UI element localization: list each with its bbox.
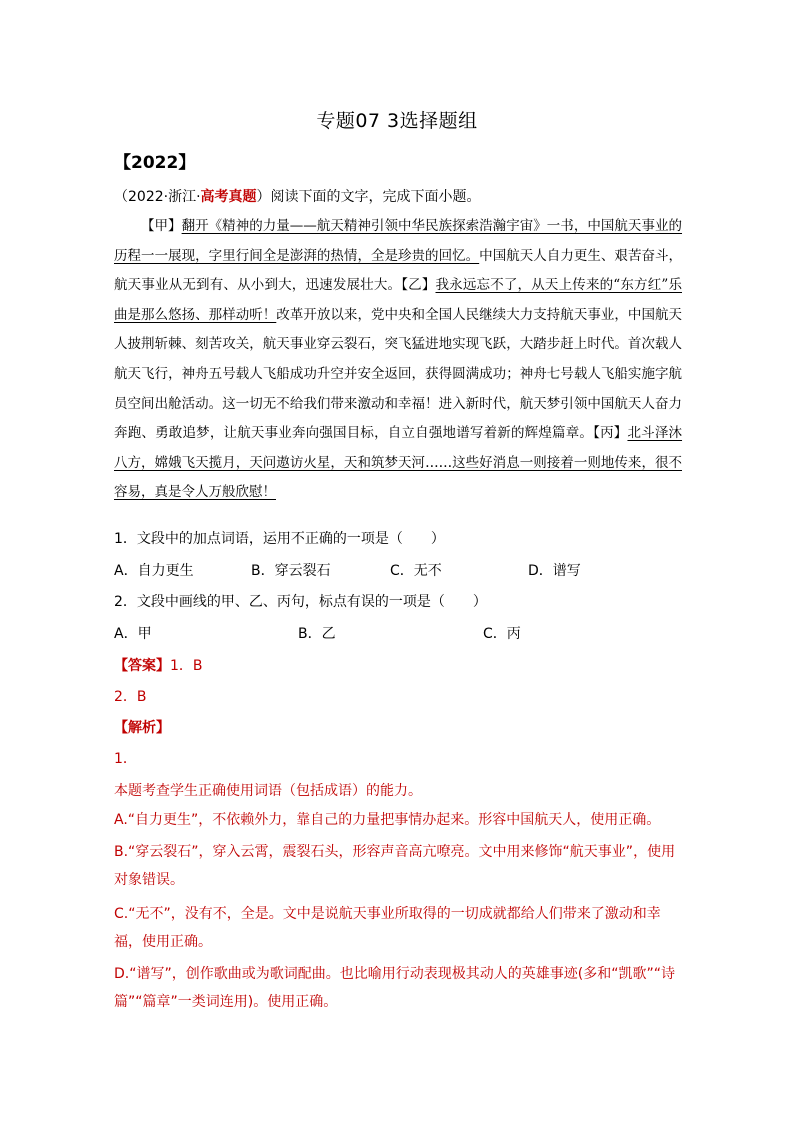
q1-option-a: A．自力更生 [114, 563, 194, 579]
yi-label: 【乙】 [401, 277, 436, 294]
analysis-item-c: C.“无不”，没有不，全是。文中是说航天事业所取得的一切成就都给人们带来了激动和幸福，使用正确。 [114, 906, 661, 950]
bing-label: 【丙】 [593, 425, 628, 442]
passage-middle-1: 中国航天人自力更生、艰苦奋斗，航天事业从无到有、从小到大，迅速发展壮大。 [114, 247, 683, 294]
analysis-item-d: D.“谱写”，创作歌曲或为歌词配曲。也比喻用行动表现极其动人的英雄事迹(多和“凯歌”“诗篇”“篇章”一类词连用)。使用正确。 [114, 966, 675, 1010]
q1-option-d: D．谱写 [528, 563, 581, 579]
passage-middle-2: 改革开放以来，党中央和全国人民继续大力支持航天事业，中国航天人披荆斩棘、刻苦攻关，航天事业穿云裂石，突飞猛进地实现飞跃，大踏步赶上时代。首次载人航天飞行，神舟五号载人飞船成功升空并安全返回，获得圆满成功；神舟七号载人飞船实施字航员空间出舱活动。这一切无不给我们带来激动和幸福！进入新时代，航天梦引领中国航天人奋力奔跑、勇敢追梦，让航天事业奔向强国目标，自立自强地谱写着新的辉煌篇章。 [114, 306, 683, 442]
jia-label: 【甲】 [141, 218, 182, 234]
answer-second: 2．B [114, 689, 147, 705]
intro-prefix: （2022·浙江· [114, 189, 201, 205]
q1-option-c: C．无不 [390, 563, 442, 579]
source-highlight: 高考真题 [200, 189, 257, 205]
underlined-sentence-bing: 北斗泽沐八方，嫦娥飞天揽月，天问遨访火星，天和筑梦天河……这些好消息一则接着一则地传来，很不容易，真是令人万般欣慰！ [114, 425, 683, 501]
reading-passage [114, 212, 682, 508]
analysis-lead: 本题考查学生正确使用词语（包括成语）的能力。 [114, 783, 422, 799]
intro-suffix: ）阅读下面的文字，完成下面小题。 [256, 189, 481, 205]
q2-option-c: C．丙 [483, 626, 521, 642]
q2-option-b: B．乙 [298, 626, 336, 642]
underlined-sentence-yi: 我永远忘不了，从天上传来的“东方红”乐曲是那么悠扬、那样动听！ [114, 277, 682, 323]
year-heading: 【2022】 [114, 153, 196, 173]
answer-label: 【答案】 [114, 658, 170, 674]
q2-option-a: A．甲 [114, 626, 152, 642]
analysis-number: 1． [114, 751, 137, 767]
page-title: 专题07 3选择题组 [316, 110, 478, 132]
analysis-item-a: A.“自力更生”，不依赖外力，靠自己的力量把事情办起来。形容中国航天人，使用正确。 [114, 812, 661, 828]
analysis-item-b: B.“穿云裂石”，穿入云霄，震裂石头，形容声音高亢嘹亮。文中用来修饰“航天事业”，使用对象错误。 [114, 844, 676, 888]
answer-first: 1．B [170, 658, 203, 674]
question-intro [114, 186, 481, 206]
underlined-sentence-jia: 翻开《精神的力量——航天精神引领中华民族探索浩瀚宇宙》一书，中国航天事业的历程一一展现，字里行间全是澎湃的热情，全是珍贵的回忆。 [114, 218, 683, 264]
answer-line [114, 655, 203, 675]
analysis-label: 【解析】 [114, 720, 170, 736]
q1-option-b: B．穿云裂石 [251, 563, 331, 579]
question-1-stem: 1．文段中的加点词语，运用不正确的一项是（ ） [114, 531, 445, 547]
question-2-stem: 2．文段中画线的甲、乙、丙句，标点有误的一项是（ ） [114, 594, 487, 610]
